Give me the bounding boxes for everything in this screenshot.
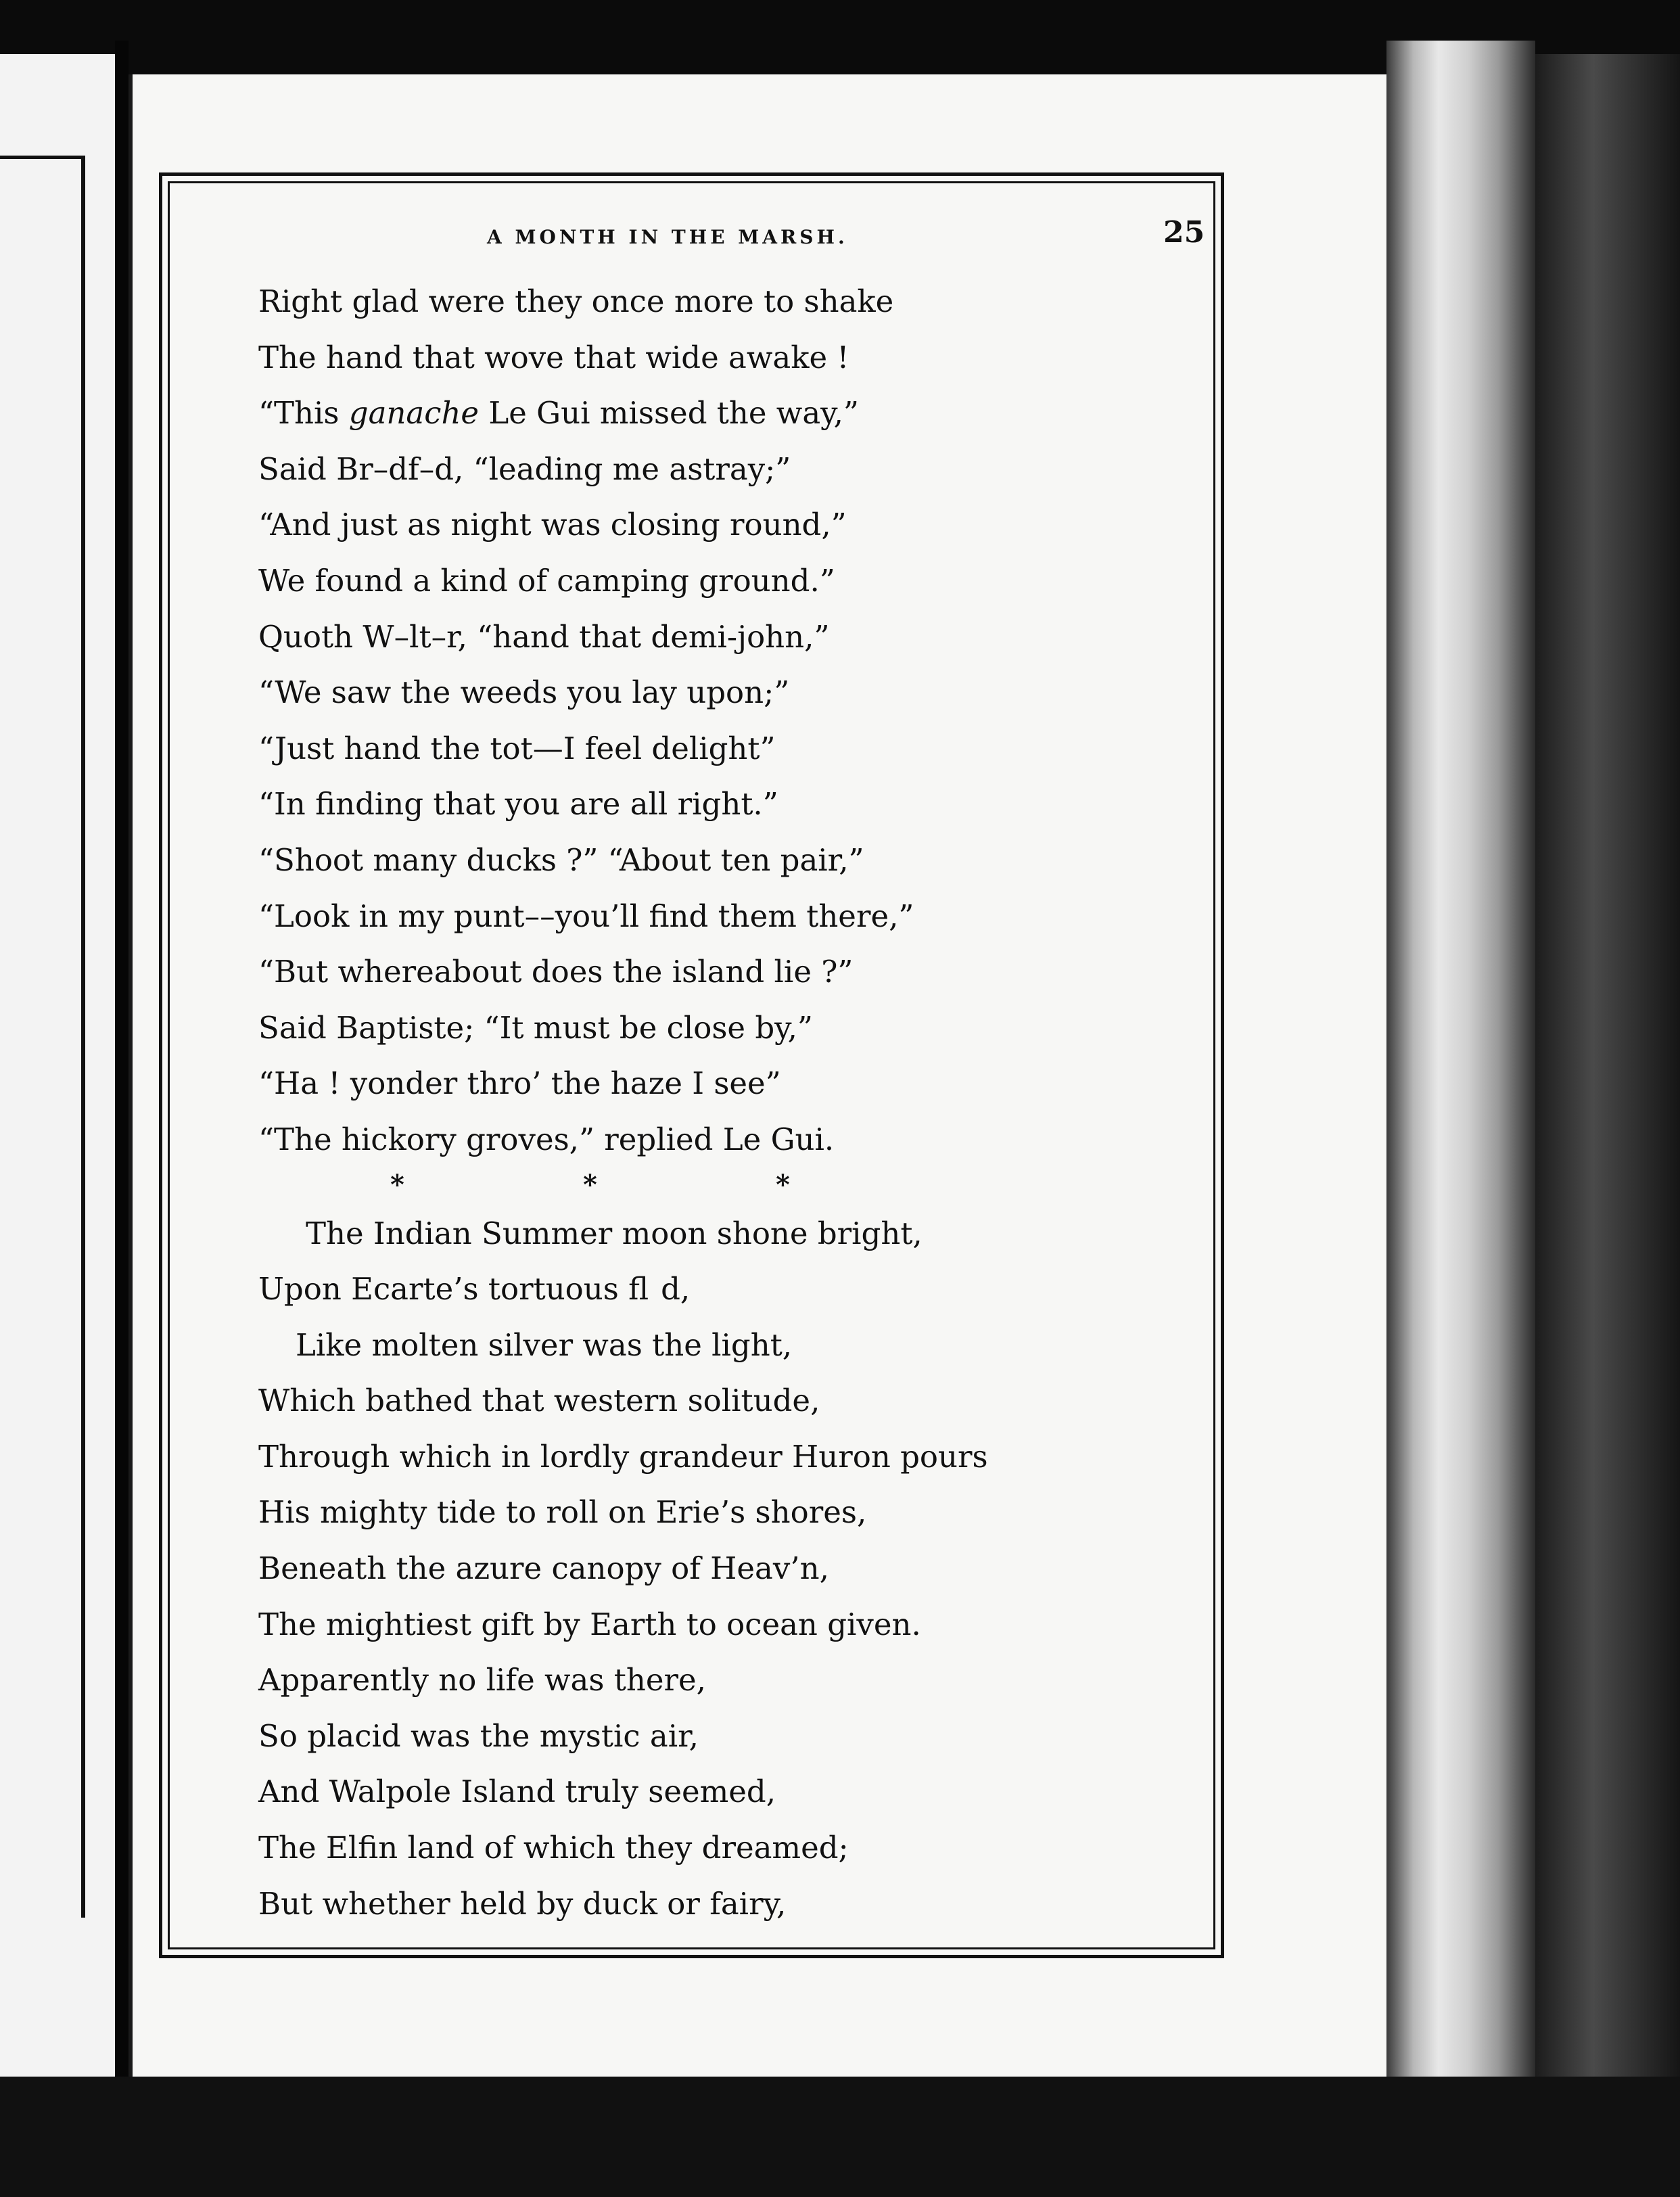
poem-line: So placid was the mystic air, bbox=[258, 1717, 699, 1754]
poem-line: “Look in my punt––you’ll find them there,” bbox=[258, 898, 914, 934]
poem-line: The Indian Summer moon shone bright, bbox=[306, 1215, 923, 1251]
poem-line: His mighty tide to roll on Erie’s shores, bbox=[258, 1494, 867, 1531]
poem-line: Right glad were they once more to shake bbox=[258, 283, 894, 319]
poem-line bbox=[258, 386, 1165, 442]
poem-line: Quoth W–lt–r, “hand that demi-john,” bbox=[258, 618, 830, 655]
poem-line: Like molten silver was the light, bbox=[296, 1326, 793, 1363]
poem-line: The mightiest gift by Earth to ocean given. bbox=[258, 1606, 921, 1642]
poem-line: “We saw the weeds you lay upon;” bbox=[258, 674, 790, 711]
poem-text bbox=[258, 274, 1165, 1932]
poem-line: “Ha ! yonder thro’ the haze I see” bbox=[258, 1065, 781, 1102]
facing-page-rule bbox=[0, 156, 85, 1918]
scan-bottom-border bbox=[0, 2077, 1680, 2197]
poem-line: The Elfin land of which they dreamed; bbox=[258, 1830, 849, 1866]
poem-line: We found a kind of camping ground.” bbox=[258, 562, 835, 599]
facing-page-edge bbox=[0, 54, 122, 2083]
separator-star: * bbox=[583, 1168, 597, 1201]
poem-line: Which bathed that western solitude, bbox=[258, 1383, 820, 1419]
book-cover-edge bbox=[1535, 54, 1680, 2097]
poem-line: Said Baptiste; “It must be close by,” bbox=[258, 1009, 813, 1046]
section-separator bbox=[258, 1168, 1165, 1206]
page-number: 25 bbox=[1163, 215, 1205, 250]
poem-line: Through which in lordly grandeur Huron pours bbox=[258, 1438, 988, 1475]
italic-word: ganache bbox=[348, 395, 480, 432]
poem-line: “Shoot many ducks ?” “About ten pair,” bbox=[258, 841, 864, 878]
poem-line: “And just as night was closing round,” bbox=[258, 507, 847, 543]
poem-line: The hand that wove that wide awake ! bbox=[258, 339, 849, 375]
separator-star: * bbox=[390, 1168, 404, 1201]
separator-star: * bbox=[776, 1168, 790, 1201]
poem-line: “In finding that you are all right.” bbox=[258, 786, 778, 823]
poem-line: Upon Ecarte’s tortuous fl d, bbox=[258, 1271, 691, 1308]
page-edges bbox=[1386, 41, 1535, 2110]
poem-line-part: “This bbox=[258, 395, 349, 432]
gutter-shadow bbox=[115, 41, 129, 2124]
poem-line: “The hickory groves,” replied Le Gui. bbox=[258, 1121, 835, 1157]
poem-line: “But whereabout does the island lie ?” bbox=[258, 954, 854, 990]
poem-line: But whether held by duck or fairy, bbox=[258, 1885, 787, 1922]
poem-line: Apparently no life was there, bbox=[258, 1662, 706, 1698]
poem-line: “Just hand the tot—I feel delight” bbox=[258, 730, 776, 766]
poem-line: And Walpole Island truly seemed, bbox=[258, 1774, 776, 1810]
poem-line: Beneath the azure canopy of Heav’n, bbox=[258, 1550, 829, 1587]
poem-line: Said Br–df–d, “leading me astray;” bbox=[258, 450, 791, 487]
poem-line-part: Le Gui missed the way,” bbox=[479, 395, 859, 432]
running-head: A MONTH IN THE MARSH. bbox=[487, 226, 848, 248]
